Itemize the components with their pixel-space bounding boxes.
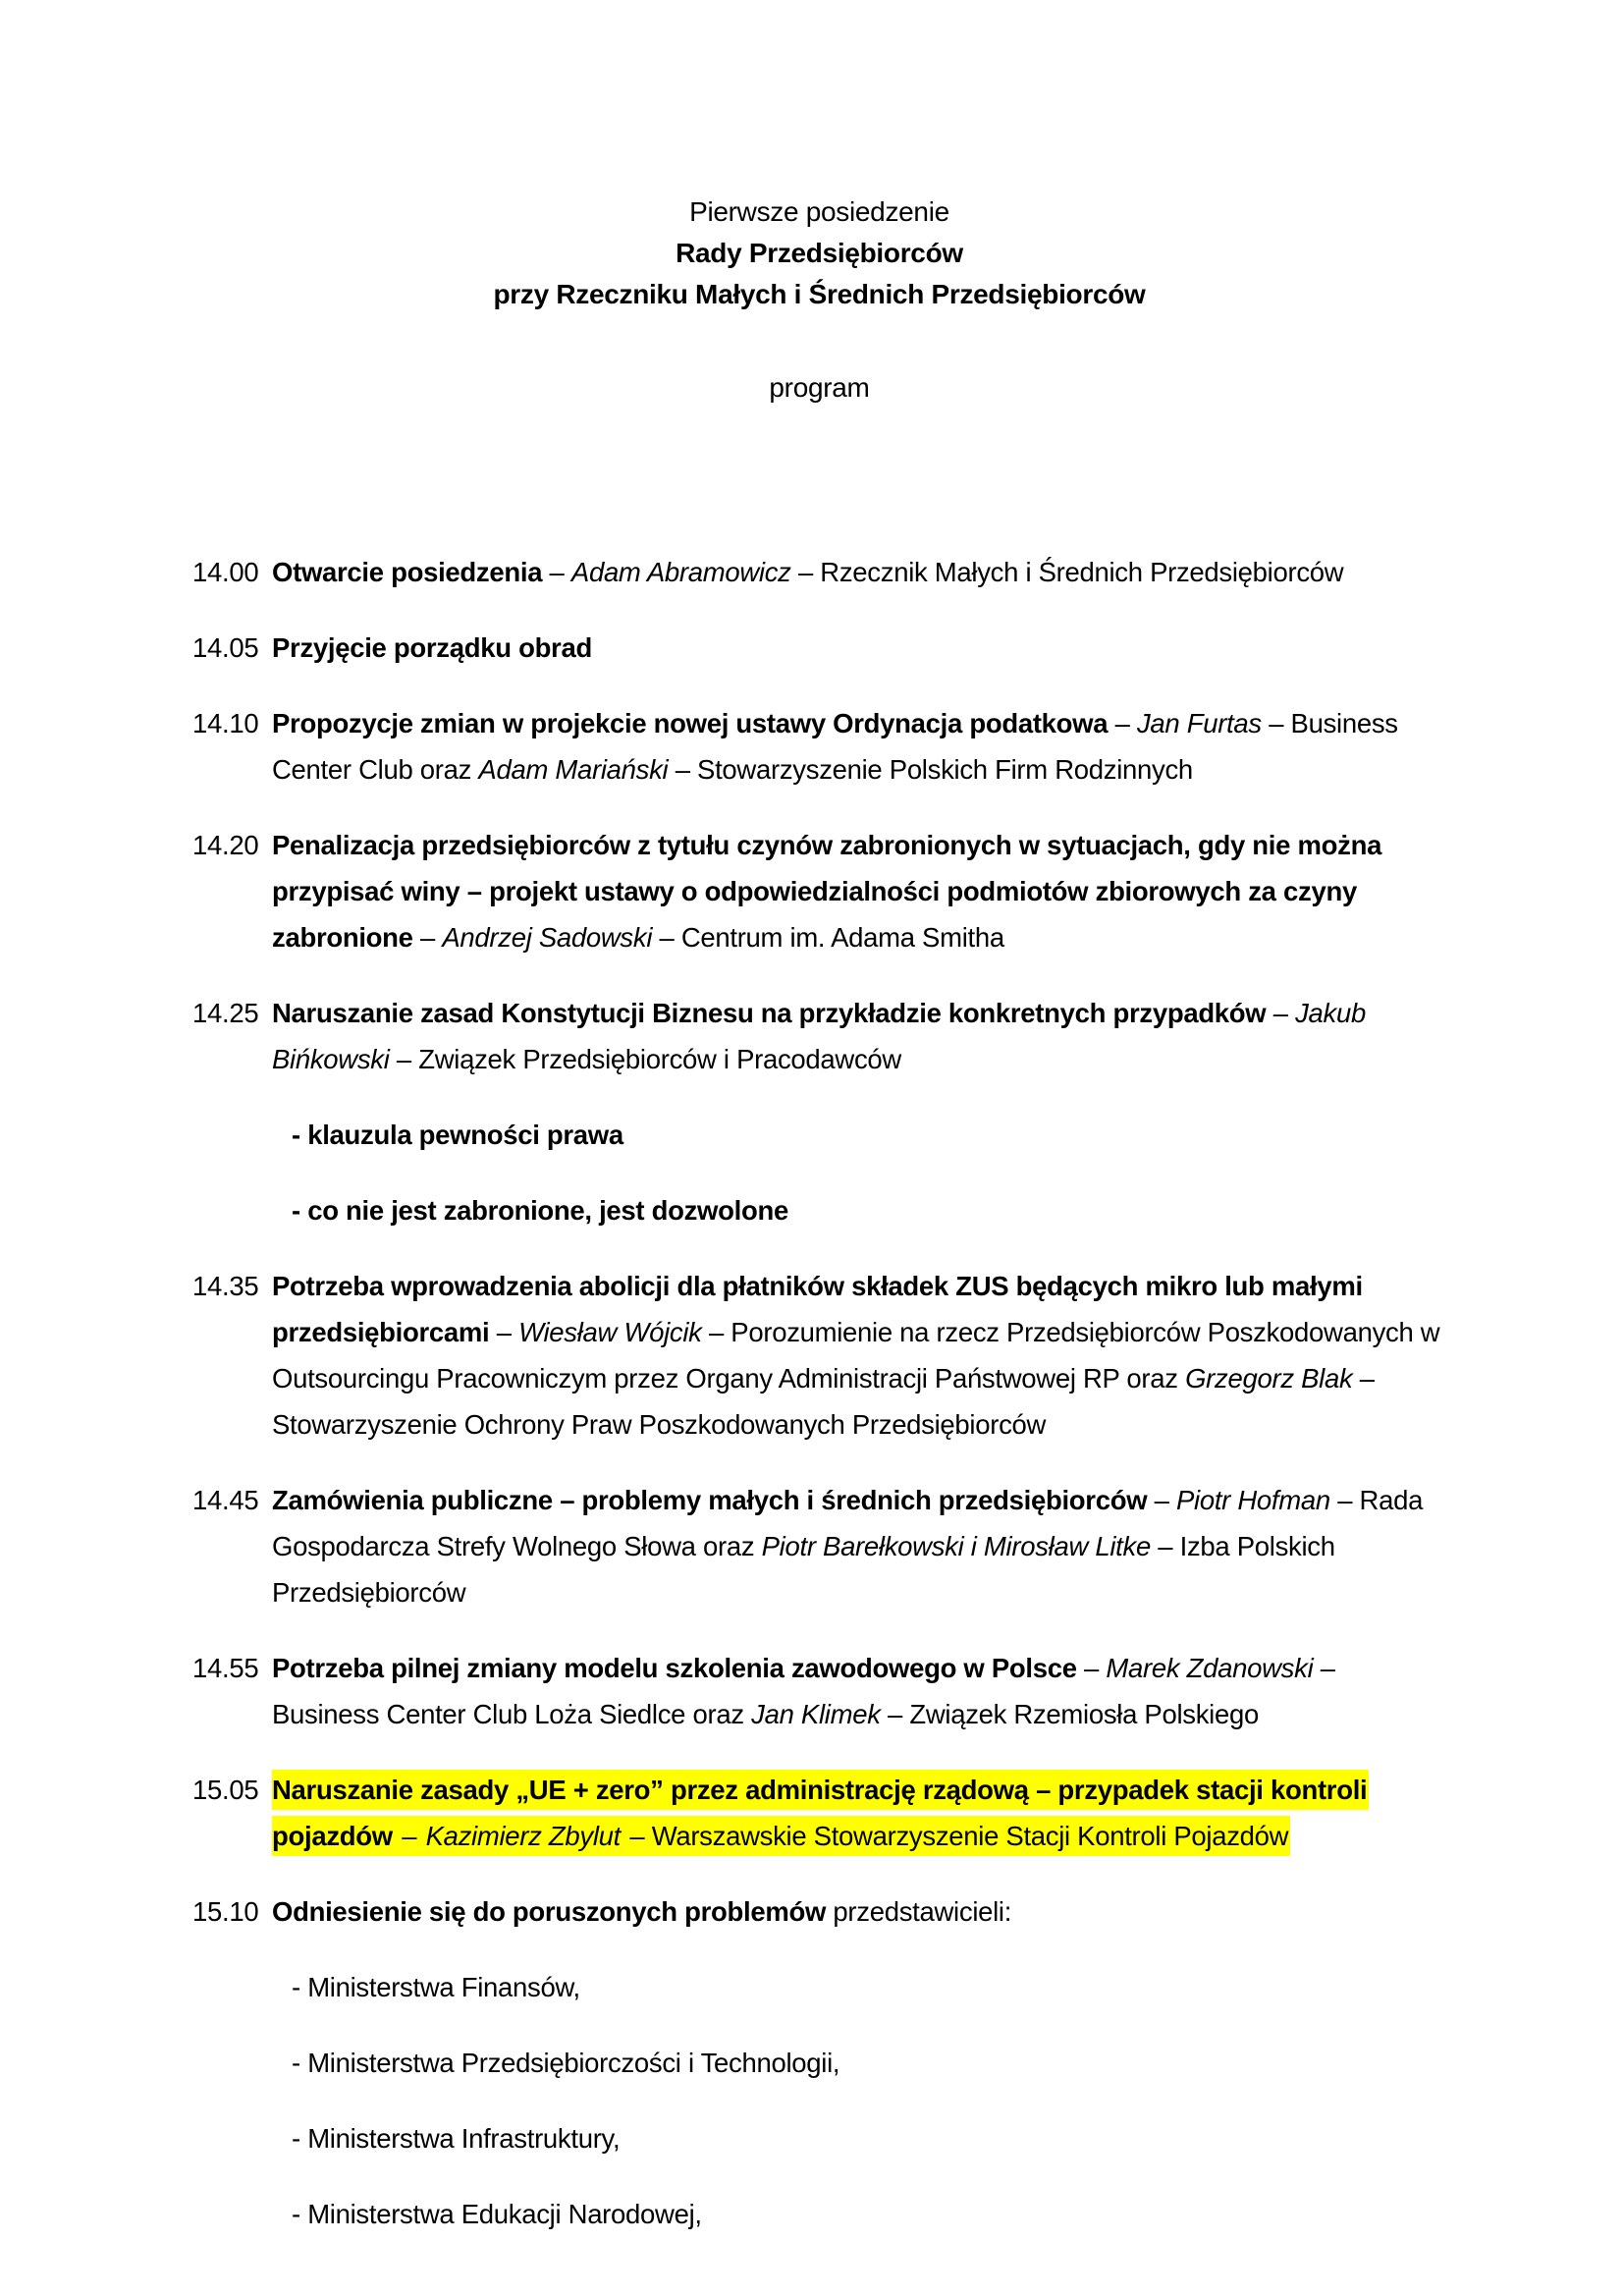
text-segment: Adam Abramowicz (570, 557, 791, 587)
agenda-item-text (272, 700, 1446, 793)
agenda-item (192, 822, 1446, 960)
agenda-item-text (272, 1477, 1446, 1615)
text-segment: Zamówienia publiczne – problemy małych i średnich przedsiębiorców (272, 1485, 1148, 1515)
text-segment: – (395, 1816, 426, 1856)
program-label: program (769, 372, 870, 403)
agenda-item (192, 700, 1446, 793)
agenda-sub-item: - co nie jest zabronione, jest dozwolone (292, 1195, 788, 1226)
agenda-item (192, 1263, 1446, 1448)
title-line-3: przy Rzeczniku Małych i Średnich Przedsiębiorców (493, 279, 1146, 309)
agenda-item-time: 14.35 (192, 1271, 259, 1301)
agenda-item (192, 1888, 1446, 2237)
agenda-sub-item: - Ministerstwa Przedsiębiorczości i Technologii, (292, 2048, 840, 2078)
agenda-item-content (272, 1645, 1446, 1737)
text-segment: Naruszanie zasady „UE + zero” przez administrację rządową – przypadek stacji kontroli pojazdów (272, 1770, 1369, 1856)
agenda-item-text (272, 1645, 1446, 1737)
text-segment: Grzegorz Blak (1185, 1363, 1353, 1394)
agenda-item-content (272, 1767, 1446, 1859)
text-segment: Andrzej Sadowski (442, 922, 653, 953)
text-segment: – (1076, 1653, 1107, 1683)
agenda-item (192, 990, 1446, 1233)
text-segment: – (1266, 998, 1296, 1028)
text-segment: Penalizacja przedsiębiorców z tytułu czynów zabronionych w sytuacjach, gdy nie można przypisać winy – projekt ustawy o odpowiedzialności podmiotów zbiorowych za czyny zabronione (272, 830, 1382, 953)
agenda-item-text (272, 549, 1446, 595)
text-segment: Piotr Barełkowski i Mirosław Litke (761, 1531, 1151, 1561)
text-segment: – Porozumienie na rzecz Przedsiębiorców Poszkodowanych w Outsourcingu Pracowniczym przez Organy Administracji Państwowej RP oraz (272, 1317, 1440, 1394)
text-segment: Potrzeba pilnej zmiany modelu szkolenia zawodowego w Polsce (272, 1653, 1077, 1683)
agenda-item-time: 14.00 (192, 557, 259, 587)
text-segment: Jan Furtas (1136, 708, 1262, 738)
document-title (192, 191, 1446, 315)
agenda-item-time: 14.25 (192, 998, 259, 1028)
agenda-item-content (272, 1477, 1446, 1615)
text-segment: – Związek Rzemiosła Polskiego (880, 1699, 1259, 1729)
agenda-sub-item: - klauzula pewności prawa (292, 1120, 623, 1150)
text-segment: – (412, 922, 443, 953)
text-segment: – Związek Przedsiębiorców i Pracodawców (389, 1044, 901, 1074)
text-segment: – Rzecznik Małych i Średnich Przedsiębiorców (790, 557, 1344, 587)
text-segment: Potrzeba wprowadzenia abolicji dla płatników składek ZUS będących mikro lub małymi przedsiębiorcami (272, 1271, 1363, 1347)
agenda-item-time: 14.20 (192, 830, 259, 860)
text-segment: Adam Mariański (478, 754, 669, 785)
title-line-2: Rady Przedsiębiorców (676, 238, 963, 268)
agenda-item-text (272, 1888, 1446, 1935)
text-segment: – (489, 1317, 519, 1347)
agenda-item-text (272, 1263, 1446, 1448)
agenda-sub-item: - Ministerstwa Finansów, (292, 1972, 580, 2002)
title-line-1: Pierwsze posiedzenie (689, 196, 949, 227)
agenda-sub-item: - Ministerstwa Infrastruktury, (292, 2123, 621, 2154)
agenda-item-content (272, 1263, 1446, 1448)
agenda-item-time: 15.05 (192, 1775, 259, 1805)
text-segment: Odniesienie się do poruszonych problemów (272, 1896, 827, 1927)
text-segment: Wiesław Wójcik (518, 1317, 702, 1347)
agenda-item-time: 14.45 (192, 1485, 259, 1515)
agenda-item-content (272, 549, 1446, 595)
text-segment: – Izba Polskich Przedsiębiorców (272, 1531, 1335, 1608)
text-segment: – (1147, 1485, 1176, 1515)
text-segment: Marek Zdanowski (1106, 1653, 1314, 1683)
agenda-item-text (272, 625, 1446, 671)
text-segment: – Rada Gospodarcza Strefy Wolnego Słowa oraz (272, 1485, 1424, 1561)
text-segment: Kazimierz Zbylut (426, 1816, 622, 1856)
text-segment: – Warszawskie Stowarzyszenie Stacji Kontroli Pojazdów (622, 1816, 1290, 1856)
text-segment: – Business Center Club Loża Siedlce oraz (272, 1653, 1335, 1729)
agenda-item (192, 1477, 1446, 1615)
agenda-item-time: 15.10 (192, 1896, 259, 1927)
agenda-item-content (272, 822, 1446, 960)
text-segment: – Stowarzyszenie Polskich Firm Rodzinnych (668, 754, 1193, 785)
agenda-sub-item: - Ministerstwa Edukacji Narodowej, (292, 2199, 702, 2229)
text-segment: Propozycje zmian w projekcie nowej ustawy Ordynacja podatkowa (272, 708, 1109, 738)
agenda-item-text (272, 822, 1446, 960)
agenda-item-time: 14.10 (192, 708, 259, 738)
agenda-item (192, 549, 1446, 595)
text-segment: – (542, 557, 571, 587)
agenda-item-content (272, 990, 1446, 1233)
agenda-list (192, 549, 1446, 2237)
agenda-item-content (272, 625, 1446, 671)
text-segment: Przyjęcie porządku obrad (272, 632, 592, 663)
text-segment: Jan Klimek (751, 1699, 881, 1729)
text-segment: – (1108, 708, 1137, 738)
text-segment: Naruszanie zasad Konstytucji Biznesu na przykładzie konkretnych przypadków (272, 998, 1267, 1028)
agenda-item (192, 1645, 1446, 1737)
agenda-item-content (272, 700, 1446, 793)
agenda-item-text (272, 990, 1446, 1082)
agenda-item-time: 14.05 (192, 632, 259, 663)
agenda-item (192, 1767, 1446, 1859)
agenda-item-content (272, 1888, 1446, 2237)
text-segment: – Business Center Club oraz (272, 708, 1398, 785)
text-segment: Piotr Hofman (1175, 1485, 1330, 1515)
text-segment: przedstawicieli: (826, 1896, 1012, 1927)
agenda-item-time: 14.55 (192, 1653, 259, 1683)
agenda-item-text (272, 1767, 1446, 1859)
text-segment: – Centrum im. Adama Smitha (652, 922, 1004, 953)
text-segment: Jakub Bińkowski (272, 998, 1366, 1074)
agenda-item (192, 625, 1446, 671)
text-segment: – Stowarzyszenie Ochrony Praw Poszkodowanych Przedsiębiorców (272, 1363, 1375, 1440)
text-segment: Otwarcie posiedzenia (272, 557, 543, 587)
